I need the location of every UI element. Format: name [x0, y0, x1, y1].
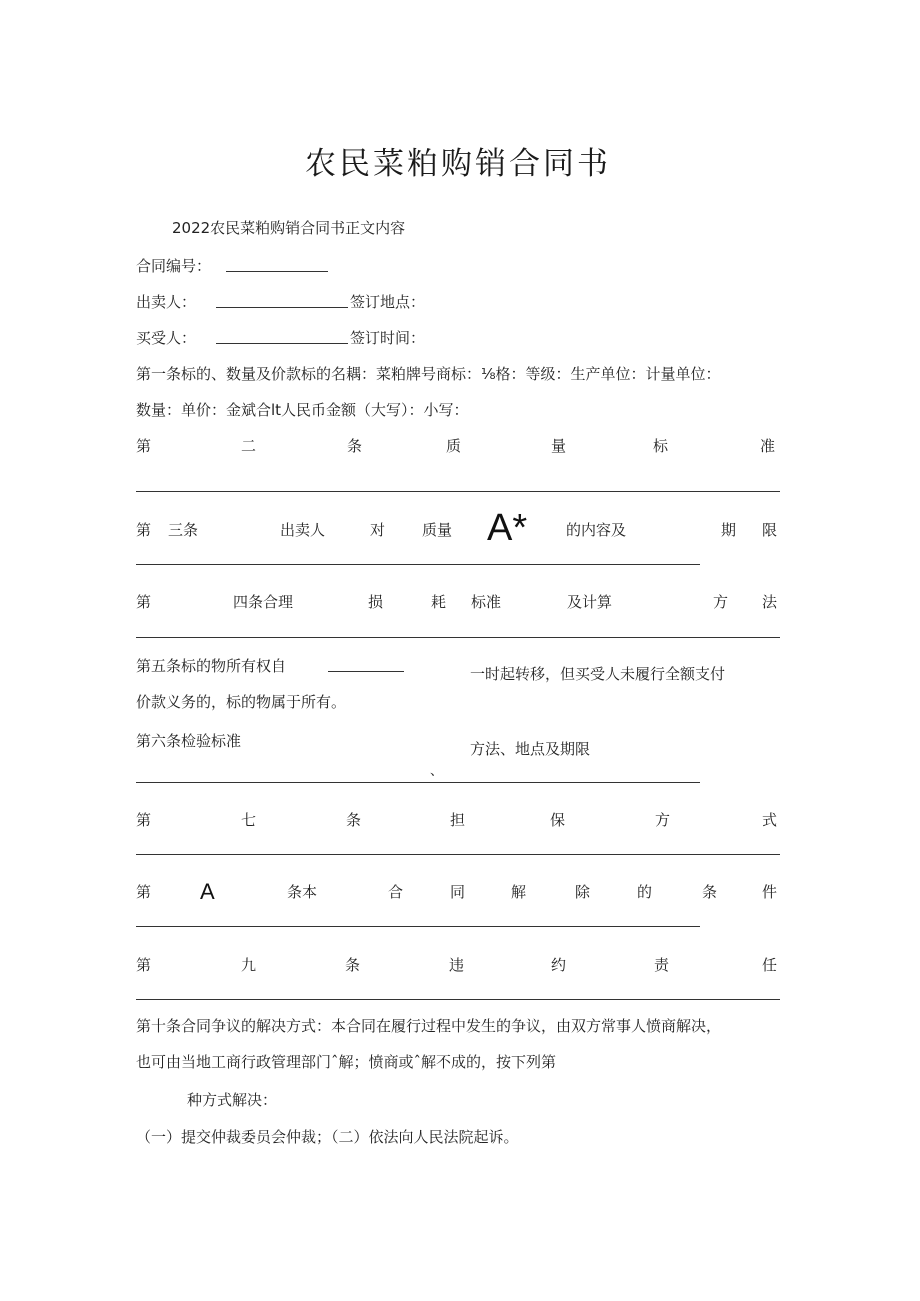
clause2-word: 第	[136, 437, 152, 455]
clause5-blank	[328, 657, 404, 672]
clause10-line1: 第十条合同争议的解决方式：本合同在履行过程中发生的争议，由双方常事人愤商解决，	[136, 1017, 722, 1035]
clause2-word: 二	[241, 437, 257, 455]
clause4-word: 方	[713, 593, 729, 611]
clause8-word: 除	[575, 883, 591, 901]
contract-number-blank	[226, 257, 328, 272]
document-subtitle: 2022农民菜粕购销合同书正文内容	[172, 219, 406, 237]
clause3-word: 三条	[168, 521, 199, 539]
seller-blank	[216, 293, 348, 308]
clause6-left: 第六条检验标准	[136, 732, 242, 750]
clause8-word: 第	[136, 883, 152, 901]
clause9-underline	[136, 999, 780, 1000]
clause6-right: 方法、地点及期限	[470, 740, 591, 758]
clause2-word: 条	[347, 437, 363, 455]
clause10-line4: （一）提交仲裁委员会仲裁；（二）依法向人民法院起诉。	[136, 1128, 519, 1146]
clause7-underline	[136, 854, 780, 855]
clause7-word: 式	[762, 811, 778, 829]
clause4-word: 法	[762, 593, 778, 611]
clause8-word: 的	[637, 883, 653, 901]
clause9-word: 违	[449, 956, 465, 974]
clause3-word: 第	[136, 521, 152, 539]
clause5-right: 一时起转移，但买受人未履行全额支付	[470, 665, 726, 683]
clause9-word: 责	[654, 956, 670, 974]
clause3-large-glyph: A*	[487, 507, 528, 549]
clause3-word: 出卖人	[280, 521, 326, 539]
clause9-word: 九	[241, 956, 257, 974]
sign-place-label: 签订地点：	[350, 293, 426, 311]
clause4-word: 第	[136, 593, 152, 611]
clause4-underline	[136, 637, 780, 638]
clause3-word: 的内容及	[566, 521, 627, 539]
clause3-word: 期	[721, 521, 737, 539]
buyer-blank	[216, 329, 348, 344]
clause3-word: 限	[762, 521, 778, 539]
clause8-word: 解	[511, 883, 527, 901]
contract-number-label: 合同编号：	[136, 257, 212, 275]
clause10-line3: 种方式解决：	[187, 1091, 278, 1109]
clause2-word: 标	[653, 437, 669, 455]
clause4-word: 四条合理	[233, 593, 294, 611]
clause4-word: 耗	[431, 593, 447, 611]
clause10-line2: 也可由当地工商行政管理部门ˆ解；愤商或ˆ解不成的，按下列第	[136, 1053, 557, 1071]
clause6-underline	[136, 782, 700, 783]
clause3-underline	[136, 564, 700, 565]
clause9-word: 任	[762, 956, 778, 974]
clause8-word: 同	[450, 883, 466, 901]
clause8-underline	[136, 926, 700, 927]
buyer-label: 买受人：	[136, 329, 197, 347]
clause4-word: 损	[368, 593, 384, 611]
clause8-word: 合	[388, 883, 404, 901]
clause3-word: 质量	[422, 521, 453, 539]
clause7-word: 方	[655, 811, 671, 829]
sign-time-label: 签订时间：	[350, 329, 426, 347]
clause4-word: 及计算	[567, 593, 613, 611]
clause8-word: 条本	[287, 883, 318, 901]
clause5-left: 第五条标的物所有权自	[136, 657, 287, 675]
seller-label: 出卖人：	[136, 293, 197, 311]
clause7-word: 担	[450, 811, 466, 829]
clause1-line2: 数量：单价：金斌合lt人民币金额（大写）：小写：	[136, 401, 469, 419]
clause9-word: 条	[345, 956, 361, 974]
clause5-line2: 价款义务的，标的物属于所有。	[136, 693, 347, 711]
clause1-line1: 第一条标的、数量及价款标的名耦：菜粕牌号商标：⅛格：等级：生产单位：计量单位：	[136, 365, 721, 383]
clause8-word: 件	[762, 883, 778, 901]
document-title: 农民菜粕购销合同书	[305, 146, 611, 182]
clause4-word: 标准	[471, 593, 502, 611]
clause2-word: 质	[446, 437, 462, 455]
clause7-word: 条	[346, 811, 362, 829]
clause9-word: 约	[551, 956, 567, 974]
clause6-mark: 、	[430, 764, 444, 779]
clause7-word: 第	[136, 811, 152, 829]
clause2-underline	[136, 491, 780, 492]
clause7-word: 七	[241, 811, 257, 829]
clause2-word: 准	[760, 437, 776, 455]
clause7-word: 保	[550, 811, 566, 829]
clause8-large-glyph: A	[200, 879, 215, 904]
clause3-word: 对	[370, 521, 386, 539]
clause2-word: 量	[551, 437, 567, 455]
clause8-word: 条	[702, 883, 718, 901]
clause9-word: 第	[136, 956, 152, 974]
